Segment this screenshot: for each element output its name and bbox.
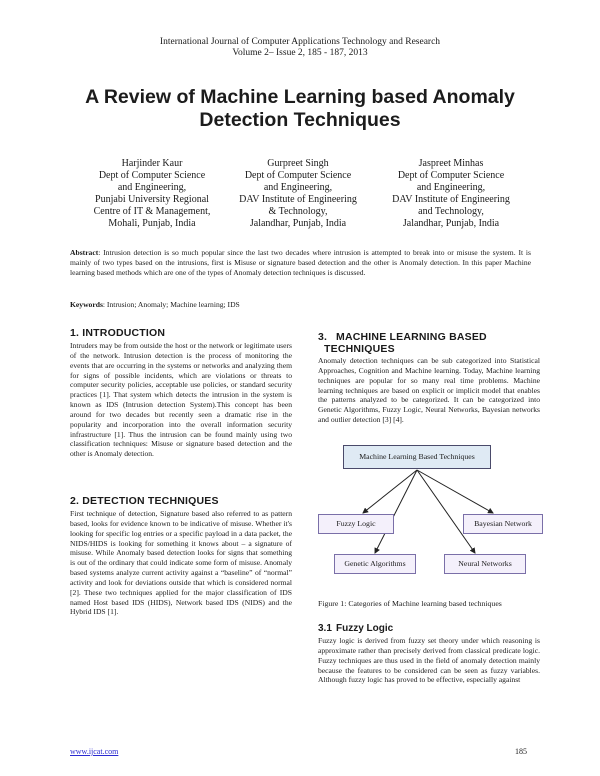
author-affiliation: and Engineering,: [263, 182, 333, 193]
figure-caption: Figure 1: Categories of Machine learning based techniques: [318, 599, 502, 608]
arrow-to-bayesian: [417, 470, 493, 513]
title-line-2: Detection Techniques: [199, 109, 401, 131]
page-number: 185: [515, 747, 527, 756]
journal-header: [0, 37, 600, 59]
diagram-node-genetic-algorithms: Genetic Algorithms: [334, 554, 416, 574]
author-name: Jaspreet Minhas: [418, 158, 484, 169]
author-affiliation: DAV Institute of Engineering: [239, 194, 357, 205]
heading-line-2: TECHNIQUES: [324, 343, 395, 355]
paper-title: [60, 86, 540, 132]
author-affiliation: Dept of Computer Science: [244, 170, 352, 181]
footer-website-link[interactable]: www.ijcat.com: [70, 747, 119, 756]
author-affiliation: and Engineering,: [117, 182, 187, 193]
author-block-2: [218, 158, 378, 230]
author-affiliation: and Engineering,: [416, 182, 486, 193]
section-heading-detection: 2. DETECTION TECHNIQUES: [70, 495, 219, 507]
diagram-node-fuzzy-logic: Fuzzy Logic: [318, 514, 394, 534]
abstract-text: : Intrusion detection is so much popular since the last two decades where intrusion is attempted to break into or misuse the system. It is mainly of two types based on the intrusions, first is Misuse or signature based detection and the other is Anomaly detection. In this paper Machine learning based methods which are one of the types of Anomaly detection techniques is discussed.: [70, 248, 531, 277]
author-name: Harjinder Kaur: [121, 158, 183, 169]
arrow-to-fuzzy: [363, 470, 417, 513]
author-block-3: [371, 158, 531, 230]
section-number: 3.: [318, 331, 328, 343]
keywords-text: : Intrusion; Anomaly; Machine learning; IDS: [102, 300, 240, 309]
title-line-1: A Review of Machine Learning based Anomaly: [85, 86, 515, 108]
section-heading-machine-learning: [318, 331, 540, 355]
arrow-to-neural: [417, 470, 475, 553]
introduction-paragraph: Intruders may be from outside the host or the network or legitimate users of the network. Intrusion detection is the process of monitoring the events that are occurring in the systems or networks and analyzing them for signs of possible incidents, which are violations or threats to computer security policies, acceptable use policies, or standard security practices [1]. That system which detects the intrusion in the system is known as IDS (Intrusion detection System).This concept has been around for two decades but recently seen a dramatic rise in the popularity and incorporation into the overall information security infrastructure [1]. Thus the intrusion can be found mainly using two classification techniques: Misuse or signature based detection and the other is Anomaly detection.: [70, 341, 292, 459]
machine-learning-paragraph: Anomaly detection techniques can be sub categorized into Statistical Approaches, Cognition and Machine learning. Today, Machine learning techniques are popular for so many real time problems. Machine learning techniques are based on explicit or implicit model that enables the patterns analyzed to be categorized. It can be categorized into Genetic Algorithms, Fuzzy Logic, Neural Networks, Bayesian networks and outlier detection [3] [4].: [318, 356, 540, 425]
author-block-1: [72, 158, 232, 230]
journal-name: International Journal of Computer Applications Technology and Research: [159, 37, 441, 47]
keywords: [70, 300, 531, 310]
author-affiliation: Dept of Computer Science: [98, 170, 206, 181]
journal-volume: Volume 2– Issue 2, 185 - 187, 2013: [232, 48, 368, 58]
author-affiliation: & Technology,: [268, 206, 328, 217]
diagram-node-neural-networks: Neural Networks: [444, 554, 526, 574]
figure-diagram: [315, 442, 543, 582]
author-affiliation: DAV Institute of Engineering: [392, 194, 510, 205]
heading-line-1: MACHINE LEARNING BASED: [336, 331, 487, 343]
diagram-node-root: Machine Learning Based Techniques: [343, 445, 491, 469]
subsection-number: 3.1: [318, 623, 332, 634]
detection-paragraph: First technique of detection, Signature based also referred to as pattern based, looks for evidence known to be indicative of misuse. Whether it's looking for specific log entries or a specific payload in a data packet, the NIDS/HIDS is looking for something it knows about – a signature of misuse. While Anomaly based detection looks for signs that something is out of the ordinary that could indicate some form of misuse. Anomaly based systems analyze current activity against a “baseline” of “normal” activity and look for deviations outside that which is considered normal [2]. These two techniques applied for the major classification of IDS named Host based IDS (HIDS), Network based IDS (NIDS) and the Hybrid IDS [1].: [70, 509, 292, 617]
author-location: Jalandhar, Punjab, India: [402, 218, 500, 229]
subsection-title: Fuzzy Logic: [336, 623, 394, 634]
author-affiliation: Punjabi University Regional: [95, 194, 209, 205]
abstract: [70, 248, 531, 277]
author-location: Jalandhar, Punjab, India: [249, 218, 347, 229]
arrow-to-genetic: [375, 470, 417, 553]
author-name: Gurpreet Singh: [267, 158, 329, 169]
author-affiliation: and Technology,: [418, 206, 484, 217]
abstract-label: Abstract: [70, 248, 99, 257]
author-affiliation: Dept of Computer Science: [397, 170, 505, 181]
fuzzy-logic-paragraph: Fuzzy logic is derived from fuzzy set theory under which reasoning is approximate rather than precisely derived from classical predicate logic. Fuzzy techniques are thus used in the field of anomaly detection mainly because the features to be considered can be seen as fuzzy variables. Although fuzzy logic has proved to be effective, especially against: [318, 636, 540, 685]
keywords-label: Keywords: [70, 300, 103, 309]
diagram-node-bayesian-network: Bayesian Network: [463, 514, 543, 534]
section-heading-introduction: 1. INTRODUCTION: [70, 327, 166, 339]
author-location: Mohali, Punjab, India: [108, 218, 196, 229]
subsection-heading-fuzzy-logic: [318, 623, 393, 635]
author-affiliation: Centre of IT & Management,: [93, 206, 211, 217]
